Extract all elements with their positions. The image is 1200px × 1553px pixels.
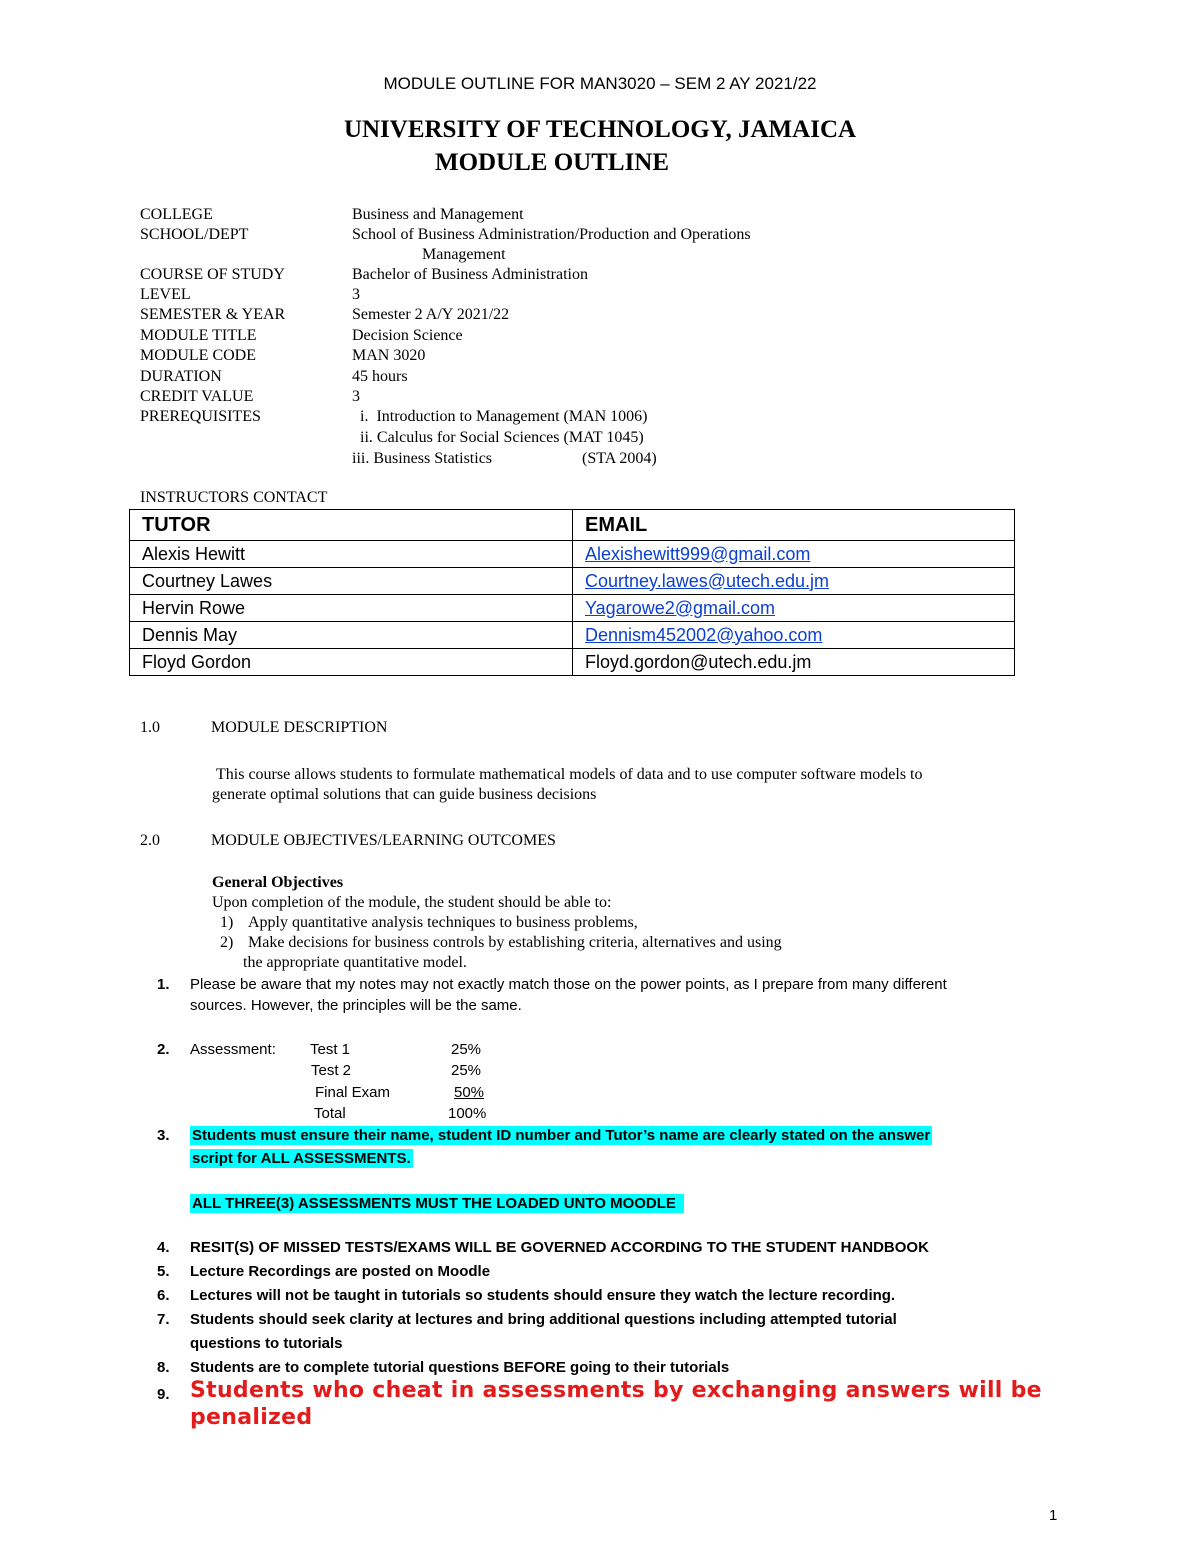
info-label: COURSE OF STUDY xyxy=(140,266,285,283)
tutor-name: Alexis Hewitt xyxy=(130,541,573,568)
objective-text: Make decisions for business controls by establishing criteria, alternatives and using xyxy=(248,934,782,951)
assessment-weight: 100% xyxy=(448,1105,487,1122)
tutor-email-cell xyxy=(573,595,1015,622)
prerequisite-item: i. Introduction to Management (MAN 1006) xyxy=(356,408,648,425)
note-number: 3. xyxy=(157,1127,170,1144)
info-label: MODULE TITLE xyxy=(140,327,257,344)
highlighted-note xyxy=(190,1127,932,1144)
tutor-email-cell xyxy=(573,568,1015,595)
tutor-email-link[interactable]: Dennism452002@yahoo.com xyxy=(585,624,823,645)
section-number: 2.0 xyxy=(140,832,160,849)
assessment-name: Test 1 xyxy=(310,1041,351,1058)
tutor-email-cell xyxy=(573,622,1015,649)
assessment-weight: 25% xyxy=(451,1062,482,1079)
tutor-name: Courtney Lawes xyxy=(130,568,573,595)
tutor-email-link[interactable]: Courtney.lawes@utech.edu.jm xyxy=(585,570,830,591)
objective-text-cont: the appropriate quantitative model. xyxy=(243,954,467,971)
tutor-email-link[interactable]: Yagarowe2@gmail.com xyxy=(585,597,776,618)
note-text: sources. However, the principles will be the same. xyxy=(190,997,522,1014)
note-text: RESIT(S) OF MISSED TESTS/EXAMS WILL BE GOVERNED ACCORDING TO THE STUDENT HANDBOOK xyxy=(190,1239,929,1256)
assessment-name: Total xyxy=(314,1105,346,1122)
table-row xyxy=(130,541,1015,568)
tutor-name: Floyd Gordon xyxy=(130,649,573,676)
info-label: PREREQUISITES xyxy=(140,408,261,425)
info-value: Bachelor of Business Administration xyxy=(352,266,588,283)
module-outline-title: MODULE OUTLINE xyxy=(434,149,670,176)
note-number: 7. xyxy=(157,1311,170,1328)
warning-text: Students who cheat in assessments by exchanging answers will be xyxy=(190,1378,1042,1403)
note-number: 6. xyxy=(157,1287,170,1304)
description-text: This course allows students to formulate mathematical models of data and to use computer software models to xyxy=(216,766,923,783)
note-number: 1. xyxy=(157,976,170,993)
section-title: MODULE DESCRIPTION xyxy=(211,719,388,736)
highlighted-note xyxy=(190,1150,413,1167)
objective-text: Apply quantitative analysis techniques to business problems, xyxy=(248,914,638,931)
note-number: 8. xyxy=(157,1359,170,1376)
tutor-name: Dennis May xyxy=(130,622,573,649)
info-value: 45 hours xyxy=(352,368,408,385)
info-value: MAN 3020 xyxy=(352,347,426,364)
info-value: Decision Science xyxy=(352,327,463,344)
warning-text-cont: penalized xyxy=(190,1405,313,1430)
info-label: CREDIT VALUE xyxy=(140,388,254,405)
instructors-table xyxy=(129,509,1015,676)
tutor-email-cell xyxy=(573,541,1015,568)
note-number: 5. xyxy=(157,1263,170,1280)
highlighted-note-text: script for ALL ASSESSMENTS. xyxy=(192,1150,411,1167)
general-objectives-heading: General Objectives xyxy=(212,874,344,891)
table-row xyxy=(130,568,1015,595)
note-text: Students are to complete tutorial questions BEFORE going to their tutorials xyxy=(190,1359,730,1376)
section-number: 1.0 xyxy=(140,719,160,736)
table-row xyxy=(130,649,1015,676)
tutor-email-link[interactable]: Alexishewitt999@gmail.com xyxy=(585,543,811,564)
instructors-contact-label: INSTRUCTORS CONTACT xyxy=(140,489,328,506)
info-label: LEVEL xyxy=(140,286,191,303)
info-label: COLLEGE xyxy=(140,206,213,223)
info-value: 3 xyxy=(352,286,360,303)
assessment-label: Assessment: xyxy=(190,1041,276,1058)
tutor-name: Hervin Rowe xyxy=(130,595,573,622)
note-text-cont: questions to tutorials xyxy=(190,1335,343,1352)
table-row xyxy=(130,595,1015,622)
note-text: Lecture Recordings are posted on Moodle xyxy=(190,1263,491,1280)
table-row xyxy=(130,622,1015,649)
description-text: generate optimal solutions that can guide business decisions xyxy=(212,786,597,803)
objectives-intro: Upon completion of the module, the student should be able to: xyxy=(212,894,612,911)
moodle-notice xyxy=(190,1195,684,1212)
tutor-column-header: TUTOR xyxy=(130,510,573,541)
email-column-header: EMAIL xyxy=(573,510,1015,541)
note-number: 2. xyxy=(157,1041,170,1058)
info-value: 3 xyxy=(352,388,360,405)
note-number: 4. xyxy=(157,1239,170,1256)
objective-number: 2) xyxy=(220,934,234,951)
tutor-email: Floyd.gordon@utech.edu.jm xyxy=(573,649,1015,676)
section-title: MODULE OBJECTIVES/LEARNING OUTCOMES xyxy=(211,832,556,849)
moodle-notice-text: ALL THREE(3) ASSESSMENTS MUST THE LOADED UNTO MOODLE xyxy=(190,1194,684,1213)
info-value: School of Business Administration/Production and Operations xyxy=(352,226,751,243)
info-label: SEMESTER & YEAR xyxy=(140,306,286,323)
objective-number: 1) xyxy=(220,914,234,931)
info-label: SCHOOL/DEPT xyxy=(140,226,249,243)
table-header-row xyxy=(130,510,1015,541)
note-text: Lectures will not be taught in tutorials so students should ensure they watch the lecture recording. xyxy=(190,1287,896,1304)
info-label: MODULE CODE xyxy=(140,347,256,364)
highlighted-note-text: Students must ensure their name, student ID number and Tutor’s name are clearly stated on the answer xyxy=(192,1127,931,1144)
note-text: Students should seek clarity at lectures and bring additional questions including attempted tutorial xyxy=(190,1311,897,1328)
info-value: Semester 2 A/Y 2021/22 xyxy=(352,306,510,323)
info-value: Business and Management xyxy=(352,206,524,223)
info-value-cont: Management xyxy=(422,246,506,263)
assessment-name: Final Exam xyxy=(315,1084,391,1101)
note-text: Please be aware that my notes may not exactly match those on the power points, as I prepare from many different xyxy=(190,976,947,993)
prerequisite-item: ii. Calculus for Social Sciences (MAT 1045) xyxy=(356,429,644,446)
prerequisite-code: (STA 2004) xyxy=(582,450,657,467)
info-label: DURATION xyxy=(140,368,222,385)
assessment-weight: 25% xyxy=(451,1041,482,1058)
page-header: MODULE OUTLINE FOR MAN3020 – SEM 2 AY 2021/22 xyxy=(383,74,817,93)
assessment-name: Test 2 xyxy=(311,1062,352,1079)
page-number: 1 xyxy=(1049,1507,1058,1524)
prerequisite-item: iii. Business Statistics xyxy=(352,450,493,467)
note-number: 9. xyxy=(157,1386,170,1403)
assessment-weight: 50% xyxy=(454,1084,485,1101)
university-title: UNIVERSITY OF TECHNOLOGY, JAMAICA xyxy=(343,116,857,143)
